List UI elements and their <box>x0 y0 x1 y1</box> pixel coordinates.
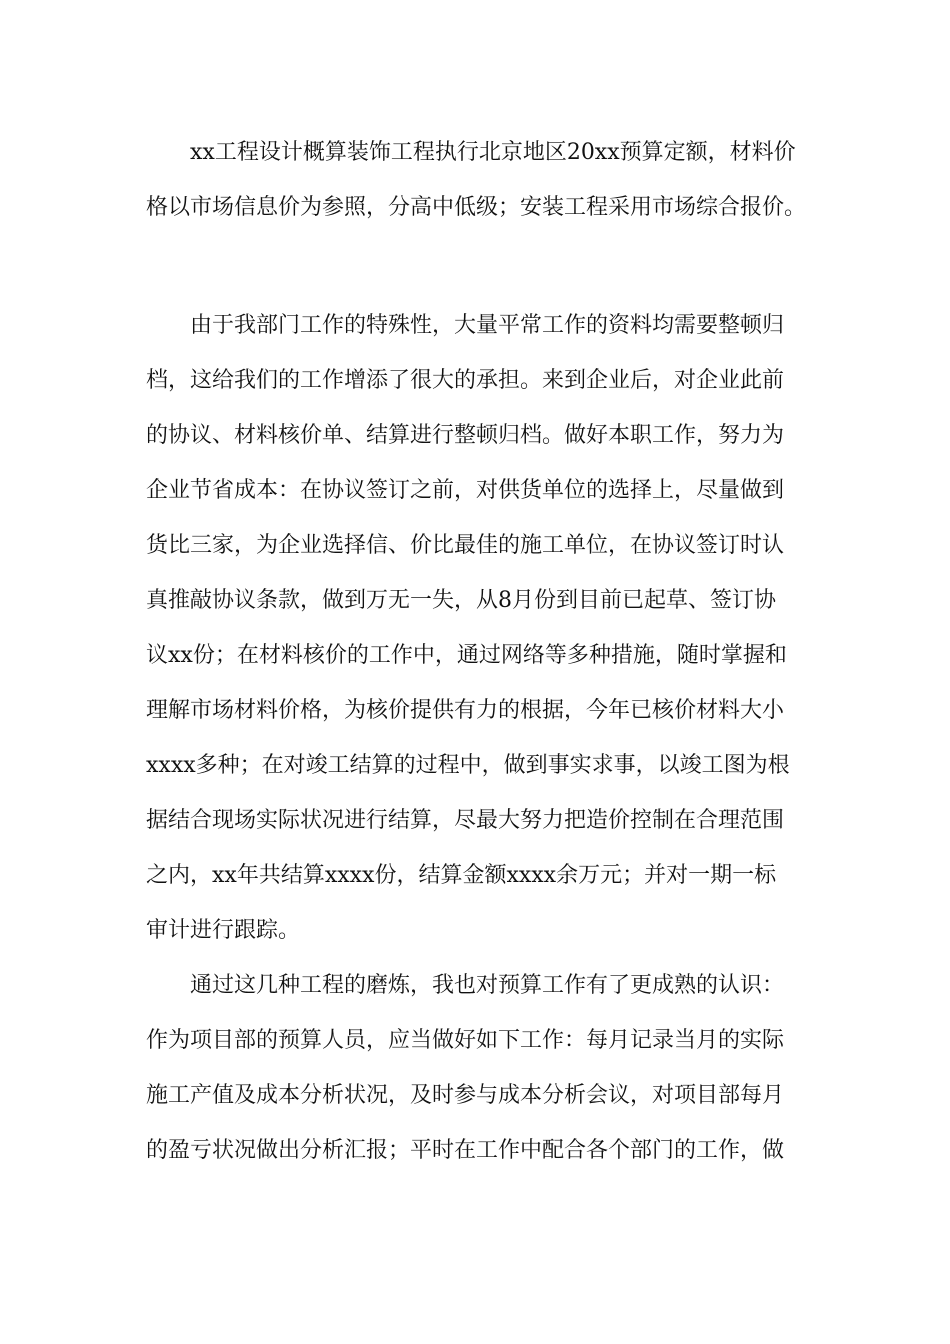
text-line: 理解市场材料价格，为核价提供有力的根据，今年已核价材料大小 <box>146 698 785 723</box>
paragraph-2-line-6 <box>0 581 950 621</box>
text-line: 施工产值及成本分析状况，及时参与成本分析会议，对项目部每月 <box>146 1083 785 1108</box>
paragraph-2-line-8 <box>0 691 950 731</box>
text-line: 据结合现场实际状况进行结算，尽最大努力把造价控制在合理范围 <box>146 808 785 833</box>
text-line: 货比三家，为企业选择信、价比最佳的施工单位，在协议签订时认 <box>146 533 785 558</box>
paragraph-2-line-11 <box>0 856 950 896</box>
text-line: 格以市场信息价为参照，分高中低级；安装工程采用市场综合报价。 <box>146 195 807 220</box>
paragraph-2-line-1 <box>0 306 950 346</box>
paragraph-1-line-2 <box>0 188 950 228</box>
paragraph-2-line-7 <box>0 636 950 676</box>
paragraph-2-line-2 <box>0 361 950 401</box>
paragraph-2-line-9 <box>0 746 950 786</box>
text-line: 作为项目部的预算人员，应当做好如下工作：每月记录当月的实际 <box>146 1028 785 1053</box>
paragraph-2-line-5 <box>0 526 950 566</box>
text-line: 由于我部门工作的特殊性，大量平常工作的资料均需要整顿归 <box>190 313 785 338</box>
paragraph-3-line-3 <box>0 1076 950 1116</box>
text-line: 档，这给我们的工作增添了很大的承担。来到企业后，对企业此前 <box>146 368 785 393</box>
text-line: 真推敲协议条款，做到万无一失，从8月份到目前已起草、签订协 <box>146 588 776 613</box>
paragraph-1-line-1 <box>0 133 950 173</box>
paragraph-3-line-2 <box>0 1021 950 1061</box>
paragraph-3-line-4 <box>0 1131 950 1171</box>
text-line: 之内，xx年共结算xxxx份，结算金额xxxx余万元；并对一期一标 <box>146 863 777 888</box>
text-line: 企业节省成本：在协议签订之前，对供货单位的选择上，尽量做到 <box>146 478 785 503</box>
text-line: 的协议、材料核价单、结算进行整顿归档。做好本职工作，努力为 <box>146 423 785 448</box>
paragraph-2-line-4 <box>0 471 950 511</box>
paragraph-2-line-12 <box>0 911 950 951</box>
text-line: xx工程设计概算装饰工程执行北京地区20xx预算定额，材料价 <box>190 140 796 165</box>
paragraph-2-line-3 <box>0 416 950 456</box>
text-line: 的盈亏状况做出分析汇报；平时在工作中配合各个部门的工作，做 <box>146 1138 785 1163</box>
text-line: 通过这几种工程的磨炼，我也对预算工作有了更成熟的认识： <box>190 973 785 998</box>
text-line: 审计进行跟踪。 <box>146 918 301 943</box>
paragraph-2-line-10 <box>0 801 950 841</box>
text-line: xxxx多种；在对竣工结算的过程中，做到事实求事，以竣工图为根 <box>146 753 790 778</box>
text-line: 议xx份；在材料核价的工作中，通过网络等多种措施，随时掌握和 <box>146 643 787 668</box>
paragraph-3-line-1 <box>0 966 950 1006</box>
